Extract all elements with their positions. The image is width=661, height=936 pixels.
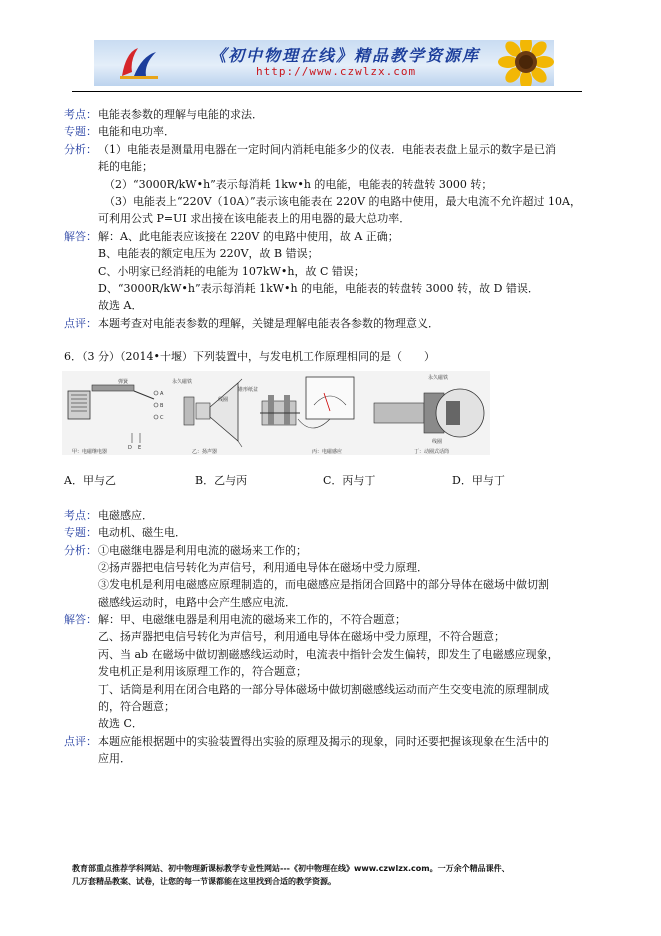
q6-jieda-line: 丙、当 ab 在磁场中做切割磁感线运动时，电流表中指针会发生偏转，即发生了电磁感应现象， xyxy=(98,648,559,661)
caption-jia: 甲：电磁继电器 xyxy=(72,449,108,455)
speaker-cone-label: 锥形纸盆 xyxy=(238,387,259,393)
q6-fenxi-line: ①电磁继电器是利用电流的磁场来工作的； xyxy=(98,544,307,557)
q6-kaodian-label: 考点： xyxy=(64,509,97,522)
q6-fenxi-line: ②扬声器把电信号转化为声信号，利用通电导体在磁场中受力原理． xyxy=(98,561,428,574)
q5-jieda-line: D、“3000R/kW•h”表示每消耗 1kW•h 的电能，电能表的转盘转 3000 转，故 D 错误． xyxy=(98,282,539,295)
relay-letter-e: E xyxy=(138,445,142,451)
header-divider xyxy=(72,91,582,92)
relay-letter-c: C xyxy=(160,415,164,421)
q6-option-d: D．甲与丁 xyxy=(452,474,505,487)
q6-zhuanti-label: 专题： xyxy=(64,526,97,539)
banner-url: http://www.czwlzx.com xyxy=(256,65,417,78)
q6-jieda-line: 故选 C． xyxy=(98,717,143,730)
q6-figure xyxy=(62,371,490,455)
q6-dianping-label: 点评： xyxy=(64,735,97,748)
q5-fenxi-line: （1）电能表是测量用电器在一定时间内消耗电能多少的仪表．电能表表盘上显示的数字是已消 xyxy=(98,143,556,156)
q5-dianping: 本题考查对电能表参数的理解，关键是理解电能表各参数的物理意义． xyxy=(98,317,439,330)
q6-jieda-label: 解答： xyxy=(64,613,97,626)
mic-magnet-label: 永久磁铁 xyxy=(428,375,449,381)
q6-fenxi-line: ③发电机是利用电磁感应原理制造的，而电磁感应是指闭合回路中的部分导体在磁场中做切割 xyxy=(98,578,549,591)
caption-yi: 乙：扬声器 xyxy=(192,449,218,455)
q5-jieda-line: 故选 A． xyxy=(98,299,143,312)
q6-fenxi-label: 分析： xyxy=(64,544,97,557)
q6-jieda-line: 乙、扬声器把电信号转化为声信号，利用通电导体在磁场中受力原理，不符合题意； xyxy=(98,630,505,643)
q5-fenxi-line: 耗的电能； xyxy=(98,160,153,173)
q5-fenxi-line: （3）电能表上“220V（10A）”表示该电能表在 220V 的电路中使用，最大电流不允许超过 10A， xyxy=(104,195,581,208)
sunflower-icon xyxy=(496,40,554,86)
site-logo-icon xyxy=(116,42,162,84)
q6-kaodian: 电磁感应． xyxy=(98,509,153,522)
relay-spring-label: 弹簧 xyxy=(118,379,129,385)
relay-letter-d: D xyxy=(128,445,132,451)
caption-bing: 丙：电磁感应 xyxy=(312,449,343,455)
q6-stem: 6．（3 分）（2014•十堰）下列装置中，与发电机工作原理相同的是（ ） xyxy=(64,350,435,363)
q5-jieda-label: 解答： xyxy=(64,230,97,243)
q6-jieda-line: 解：甲、电磁继电器是利用电流的磁场来工作的，不符合题意； xyxy=(98,613,406,626)
q5-zhuanti-label: 专题： xyxy=(64,125,97,138)
q6-option-a: A．甲与乙 xyxy=(64,474,116,487)
q5-jieda-line: 解：A、此电能表应该接在 220V 的电路中使用，故 A 正确； xyxy=(98,230,399,243)
q6-fenxi-line: 磁感线运动时，电路中会产生感应电流． xyxy=(98,596,296,609)
q6-jieda-line: 发电机正是利用该原理工作的，符合题意； xyxy=(98,665,307,678)
q5-fenxi-line: （2）“3000R/kW•h”表示每消耗 1kw•h 的电能，电能表的转盘转 3000 转； xyxy=(104,178,493,191)
footer-line: 教育部重点推荐学科网站、初中物理新课标教学专业性网站---《初中物理在线》www.czwlzx.com。一万余个精品课件、 xyxy=(72,864,510,873)
q6-jieda-line: 丁、话筒是利用在闭合电路的一部分导体磁场中做切割磁感线运动而产生交变电流的原理制成 xyxy=(98,683,549,696)
q5-kaodian-label: 考点： xyxy=(64,108,97,121)
footer-line: 几万套精品教案、试卷，让您的每一节课都能在这里找到合适的教学资源。 xyxy=(72,877,336,886)
q5-dianping-label: 点评： xyxy=(64,317,97,330)
page-footer xyxy=(72,862,592,888)
q6-dianping-line: 应用． xyxy=(98,752,131,765)
q6-dianping-line: 本题应能根据题中的实验装置得出实验的原理及揭示的现象，同时还要把握该现象在生活中的 xyxy=(98,735,549,748)
relay-letter-b: B xyxy=(160,403,164,409)
speaker-magnet-label: 永久磁铁 xyxy=(172,379,193,385)
q5-fenxi-label: 分析： xyxy=(64,143,97,156)
q5-jieda-line: B、电能表的额定电压为 220V，故 B 错误； xyxy=(98,247,319,260)
q6-jieda-line: 的，符合题意； xyxy=(98,700,175,713)
q5-kaodian: 电能表参数的理解与电能的求法． xyxy=(98,108,263,121)
mic-coil-label: 线圈 xyxy=(432,439,443,445)
speaker-coil-label: 线圈 xyxy=(218,397,229,403)
banner-title: 《初中物理在线》精品教学资源库 xyxy=(210,46,481,65)
relay-letter-a: A xyxy=(160,391,164,397)
header-banner xyxy=(94,40,554,86)
q5-fenxi-line: 可利用公式 P=UI 求出接在该电能表上的用电器的最大总功率． xyxy=(98,212,411,225)
q5-jieda-line: C、小明家已经消耗的电能为 107kW•h，故 C 错误； xyxy=(98,265,365,278)
q6-option-c: C．丙与丁 xyxy=(323,474,376,487)
q6-zhuanti: 电动机、磁生电． xyxy=(98,526,186,539)
q6-option-b: B．乙与丙 xyxy=(195,474,248,487)
q5-zhuanti: 电能和电功率． xyxy=(98,125,175,138)
caption-ding: 丁：动圈式话筒 xyxy=(414,449,450,455)
